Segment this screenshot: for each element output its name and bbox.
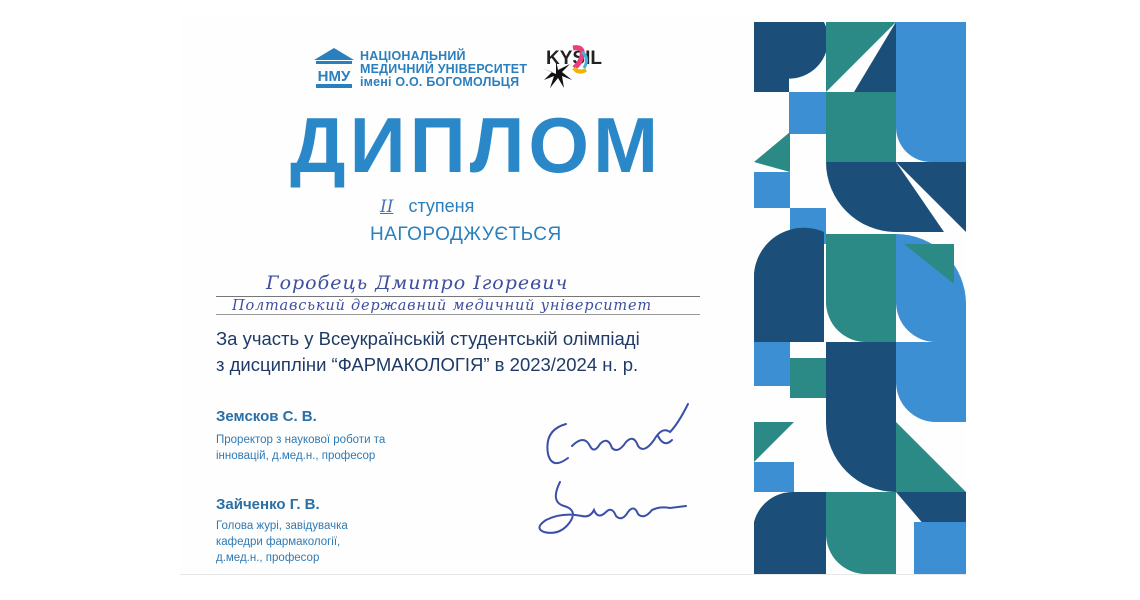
signatory-name: Зайченко Г. В. [216, 496, 320, 513]
university-underline [216, 314, 700, 315]
signatory-role-line: Проректор з наукової роботи та [216, 434, 386, 446]
signatory-role-line: д.мед.н., професор [216, 552, 320, 564]
signatory-role [216, 518, 348, 566]
signatory-role [216, 432, 385, 464]
institution-line: МЕДИЧНИЙ УНІВЕРСИТЕТ [360, 62, 528, 76]
institution-line: НАЦІОНАЛЬНИЙ [360, 49, 466, 63]
university-building-icon [312, 46, 356, 90]
signature-zaichenko [530, 476, 690, 546]
degree-suffix: ступеня [408, 196, 475, 216]
participation-line: з дисципліни “ФАРМАКОЛОГІЯ” в 2023/2024 н. р. [216, 354, 639, 375]
ksil-flower-icon [538, 44, 628, 92]
participation-text [216, 326, 640, 378]
signatory-role-line: Голова журі, завідувачка [216, 520, 348, 532]
ksil-logo-text: KYSIL [546, 48, 602, 69]
degree-number: ІІ [380, 197, 394, 217]
signatory-name: Земсков С. В. [216, 408, 317, 425]
signature-zemskov [538, 396, 694, 476]
institution-line: імені О.О. БОГОМОЛЬЦЯ [360, 75, 520, 89]
awarded-text: НАГОРОДЖУЄТЬСЯ [370, 224, 562, 245]
signatory-role-line: інновацій, д.мед.н., професор [216, 450, 376, 462]
recipient-name: Горобець Дмитро Ігоревич [266, 272, 569, 294]
decorative-geometric-pattern [754, 22, 966, 574]
institution-name [360, 50, 527, 89]
signatory-role-line: кафедри фармакології, [216, 536, 341, 548]
participation-line: За участь у Всеукраїнській студентській олімпіаді [216, 328, 640, 349]
degree-row [380, 196, 474, 217]
recipient-university: Полтавський державний медичний університет [232, 298, 652, 314]
name-underline [216, 296, 700, 297]
nmu-logo-text: НМУ [317, 68, 351, 85]
diploma-title: ДИПЛОМ [290, 101, 663, 189]
